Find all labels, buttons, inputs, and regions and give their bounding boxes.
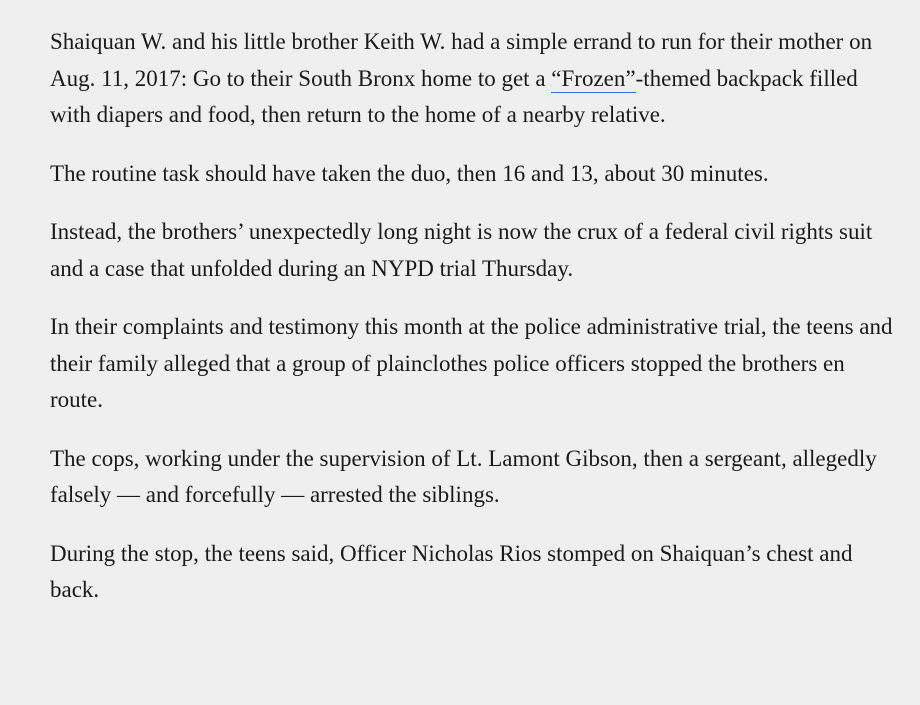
paragraph-2: The routine task should have taken the duo, then 16 and 13, about 30 minutes. [50,160,769,186]
paragraph-6: During the stop, the teens said, Officer Nicholas Rios stomped on Shaiquan’s chest and back. [50,540,853,602]
paragraph-1-text-after: -themed backpack filled with diapers and food, then return to the home of a nearby relative. [50,65,858,127]
paragraph-3: Instead, the brothers’ unexpectedly long night is now the crux of a federal civil rights suit and a case that unfolded during an NYPD trial Thursday. [50,219,873,281]
article-body [50,24,900,631]
paragraph-1-text-before: Shaiquan W. and his little brother Keith W. had a simple errand to run for their mother on Aug. 11, 2017: Go to their South Bronx home to get a [50,29,873,91]
paragraph-5: The cops, working under the supervision of Lt. Lamont Gibson, then a sergeant, allegedly falsely — and forcefully — arrested the siblings. [50,445,877,507]
frozen-link[interactable]: “Frozen” [551,65,636,91]
paragraph-1 [50,24,900,134]
paragraph-4: In their complaints and testimony this month at the police administrative trial, the teens and their family alleged that a group of plainclothes police officers stopped the brothers en route. [50,314,893,412]
